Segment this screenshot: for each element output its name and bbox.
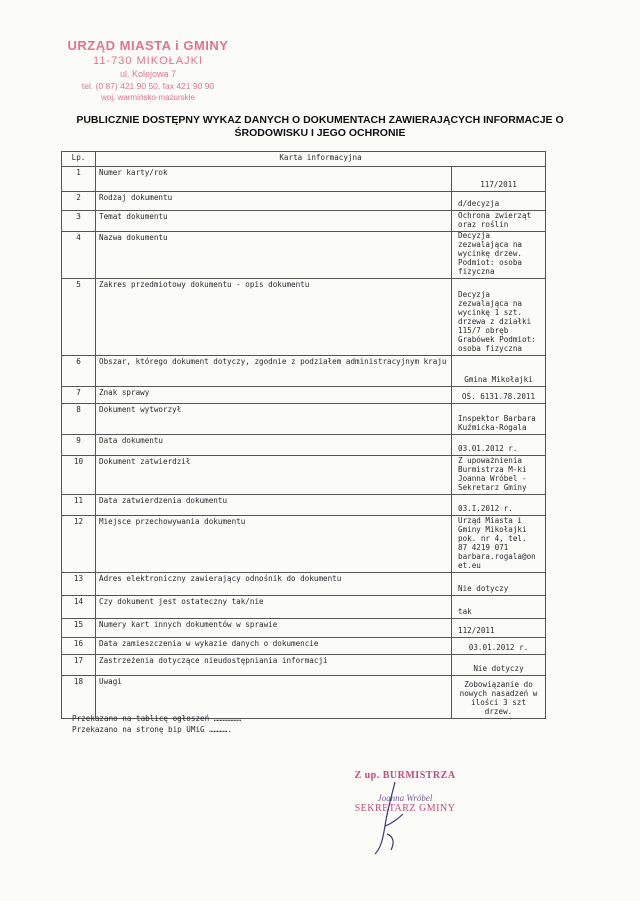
row-value: Gmina Mikołajki — [464, 375, 533, 384]
stamp-line-2: 11-730 MIKOŁAJKI — [93, 55, 203, 67]
row-value-cell — [452, 676, 546, 719]
row-value: Z upoważnienia Burmistrza M-ki Joanna Wróbel - Sekretarz Gminy — [458, 456, 527, 492]
table-header-row — [62, 152, 546, 167]
table-row — [62, 387, 546, 404]
signature-line-3: SEKRETARZ GMINY — [354, 803, 456, 814]
row-value-cell — [452, 192, 546, 211]
row-label: Numer karty/rok — [96, 167, 452, 192]
row-value-cell — [452, 167, 546, 192]
row-value: Nie dotyczy — [458, 584, 509, 593]
row-value: OŚ. 6131.78.2011 — [461, 392, 536, 401]
row-number: 17 — [62, 655, 96, 676]
row-value: 03.I.2012 r. — [458, 504, 513, 513]
row-number: 18 — [62, 676, 96, 719]
table-row — [62, 655, 546, 676]
signature-stamp — [325, 770, 485, 814]
table-row — [62, 596, 546, 619]
row-number: 12 — [62, 516, 96, 573]
table-row — [62, 495, 546, 516]
row-value-cell — [452, 619, 546, 638]
row-label: Miejsce przechowywania dokumentu — [96, 516, 452, 573]
row-label: Nazwa dokumentu — [96, 232, 452, 279]
row-label: Rodzaj dokumentu — [96, 192, 452, 211]
header-lp: Lp. — [62, 152, 96, 167]
stamp-line-3: ul. Kolejowa 7 — [119, 69, 177, 79]
title-line-1: PUBLICZNIE DOSTĘPNY WYKAZ DANYCH O DOKUMENTACH ZAWIERAJĄCYCH INFORMACJE O — [76, 114, 564, 126]
row-number: 14 — [62, 596, 96, 619]
row-number: 7 — [62, 387, 96, 404]
row-value-cell — [452, 387, 546, 404]
row-label: Dokument zatwierdził — [96, 456, 452, 495]
row-label: Temat dokumentu — [96, 211, 452, 232]
row-value: Urząd Miasta i Gminy Mikołajki pok. nr 4, tel. 87 4219 071 barbara.rogala@on et.eu — [458, 516, 536, 570]
row-value: Decyzja zezwalająca na wycinkę 1 szt. drzewa z działki 115/7 obręb Grabówek Podmiot: osoba fizyczna — [458, 290, 536, 353]
row-value: Zobowiązanie do nowych nasadzeń w ilości 3 szt drzew. — [459, 680, 538, 716]
row-number: 8 — [62, 404, 96, 435]
row-label: Zakres przedmiotowy dokumentu - opis dokumentu — [96, 279, 452, 356]
row-label: Obszar, którego dokument dotyczy, zgodnie z podziałem administracyjnym kraju — [96, 356, 452, 387]
row-label: Znak sprawy — [96, 387, 452, 404]
signature-line-2: Joanna Wróbel — [377, 793, 433, 803]
footer-notes — [72, 713, 241, 735]
row-number: 6 — [62, 356, 96, 387]
footer-line-1: Przekazano na tablicę ogłoszeń ……………… — [72, 714, 242, 723]
row-value: Ochrona zwierząt oraz roślin — [458, 211, 532, 229]
row-value: 117/2011 — [480, 180, 517, 189]
row-label: Uwagi — [96, 676, 452, 719]
row-number: 5 — [62, 279, 96, 356]
row-value-cell — [452, 404, 546, 435]
row-number: 13 — [62, 573, 96, 596]
row-number: 9 — [62, 435, 96, 456]
table-row — [62, 573, 546, 596]
footer-line-2: Przekazano na stronę bip UMiG …………. — [72, 725, 233, 734]
row-label: Data dokumentu — [96, 435, 452, 456]
table-row — [62, 167, 546, 192]
handwritten-signature — [365, 778, 415, 858]
row-label: Czy dokument jest ostateczny tak/nie — [96, 596, 452, 619]
table-row — [62, 456, 546, 495]
row-number: 2 — [62, 192, 96, 211]
row-label: Zastrzeżenia dotyczące nieudostępniania informacji — [96, 655, 452, 676]
row-label: Data zatwierdzenia dokumentu — [96, 495, 452, 516]
row-value-cell — [452, 495, 546, 516]
row-number: 1 — [62, 167, 96, 192]
signature-line-1: Z up. BURMISTRZA — [354, 770, 456, 781]
row-label: Numery kart innych dokumentów w sprawie — [96, 619, 452, 638]
row-number: 10 — [62, 456, 96, 495]
row-number: 11 — [62, 495, 96, 516]
office-stamp — [58, 38, 238, 102]
row-value-cell — [452, 211, 546, 232]
row-value-cell — [452, 279, 546, 356]
row-value-cell — [452, 655, 546, 676]
row-number: 4 — [62, 232, 96, 279]
table-row — [62, 356, 546, 387]
row-value: Nie dotyczy — [473, 664, 524, 673]
row-value: 03.01.2012 r. — [468, 643, 529, 652]
row-value: 03.01.2012 r. — [458, 444, 518, 453]
stamp-line-5: woj. warmińsko-mazurskie — [101, 93, 195, 102]
table-row — [62, 279, 546, 356]
row-number: 15 — [62, 619, 96, 638]
row-label: Data zamieszczenia w wykazie danych o dokumencie — [96, 638, 452, 655]
table-row — [62, 211, 546, 232]
row-value-cell — [452, 596, 546, 619]
row-value: d/decyzja — [458, 199, 500, 208]
row-value: tak — [458, 607, 472, 616]
row-value: 112/2011 — [458, 626, 495, 635]
header-card: Karta informacyjna — [96, 152, 546, 167]
row-value-cell — [452, 232, 546, 279]
row-value-cell — [452, 638, 546, 655]
table-row — [62, 638, 546, 655]
row-number: 3 — [62, 211, 96, 232]
row-value-cell — [452, 435, 546, 456]
row-value-cell — [452, 516, 546, 573]
table-row — [62, 192, 546, 211]
stamp-line-1: URZĄD MIASTA i GMINY — [67, 38, 229, 53]
table-row — [62, 232, 546, 279]
information-card-table — [61, 151, 546, 719]
row-value: Decyzja zezwalająca na wycinkę drzew. Podmiot: osoba fizyczna — [458, 231, 523, 276]
table-row — [62, 619, 546, 638]
row-value-cell — [452, 456, 546, 495]
row-value-cell — [452, 356, 546, 387]
table-row — [62, 516, 546, 573]
title-line-2: ŚRODOWISKU I JEGO OCHRONIE — [234, 127, 406, 139]
table-row — [62, 435, 546, 456]
stamp-line-4: tel. (0 87) 421 90 50, fax 421 90 90 — [81, 81, 215, 91]
row-value-cell — [452, 573, 546, 596]
row-label: Dokument wytworzył — [96, 404, 452, 435]
row-value: Inspektor Barbara Kuźmicka-Rogala — [458, 414, 536, 432]
row-label: Adres elektroniczny zawierający odnośnik do dokumentu — [96, 573, 452, 596]
row-number: 16 — [62, 638, 96, 655]
table-row — [62, 404, 546, 435]
document-title — [60, 114, 580, 140]
